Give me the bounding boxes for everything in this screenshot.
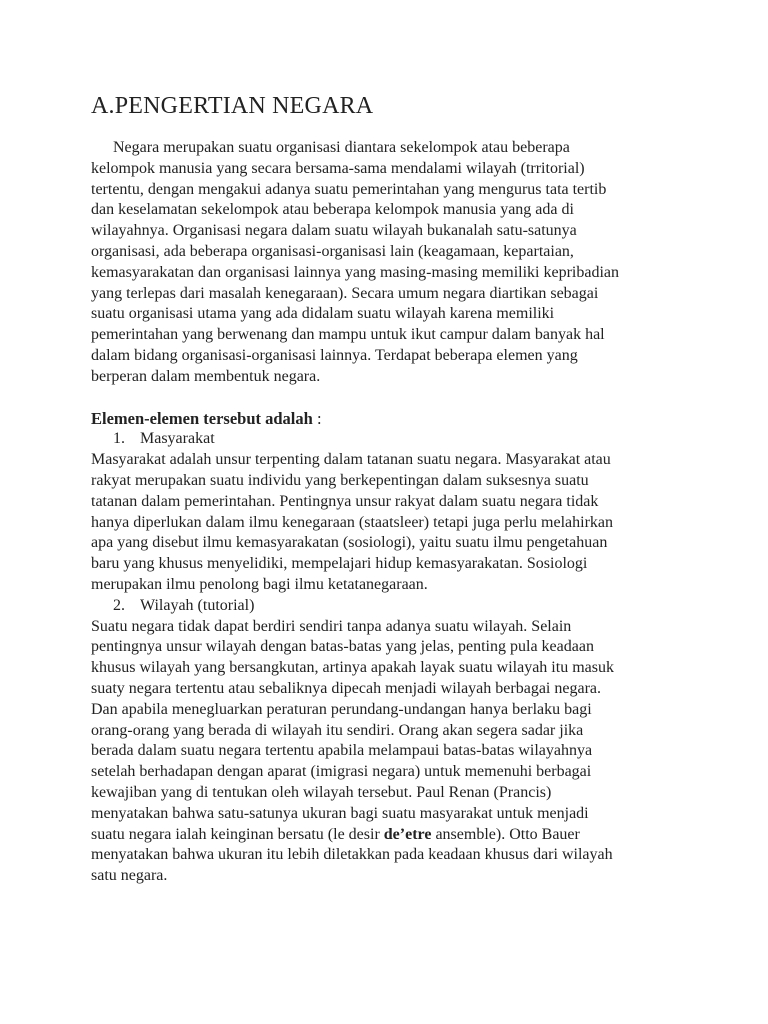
- text-line: satu negara.: [91, 867, 168, 885]
- text-line-mixed: [91, 825, 691, 846]
- text-segment: suatu negara ialah keinginan bersatu (le desir: [91, 825, 384, 843]
- text-line: tertentu, dengan mengakui adanya suatu pemerintahan yang mengurus tata tertib: [91, 180, 607, 198]
- text-line: wilayahnya. Organisasi negara dalam suatu wilayah bukanalah satu-satunya: [91, 222, 577, 240]
- text-line: Masyarakat adalah unsur terpenting dalam tatanan suatu negara. Masyarakat atau: [91, 451, 611, 469]
- text-line: organisasi, ada beberapa organisasi-organisasi lain (keagamaan, kepartaian,: [91, 242, 574, 260]
- list-label: Masyarakat: [140, 430, 215, 448]
- list-item-wilayah: [91, 596, 691, 617]
- list-number: 1.: [113, 430, 125, 448]
- wilayah-paragraph: [91, 617, 691, 887]
- text-line: menyatakan bahwa ukuran itu lebih diletakkan pada keadaan khusus dari wilayah: [91, 846, 613, 864]
- elements-heading: [91, 409, 691, 430]
- text-line: kelompok manusia yang secara bersama-sama mendalami wilayah (trritorial): [91, 159, 585, 177]
- text-line: Dan apabila menegluarkan peraturan perundang-undangan hanya berlaku bagi: [91, 700, 592, 718]
- text-line: kewajiban yang di tentukan oleh wilayah tersebut. Paul Renan (Prancis): [91, 783, 552, 801]
- text-line: Negara merupakan suatu organisasi diantara sekelompok atau beberapa: [113, 139, 570, 156]
- text-line: merupakan ilmu penolong bagi ilmu ketatanegaraan.: [91, 575, 428, 593]
- list-item-masyarakat: [91, 429, 691, 450]
- text-line: dan keselamatan sekelompok atau beberapa kelompok manusia yang ada di: [91, 201, 574, 219]
- text-line: orang-orang yang berada di wilayah itu sendiri. Orang akan segera sadar jika: [91, 721, 584, 739]
- text-line: dalam bidang organisasi-organisasi lainnya. Terdapat beberapa elemen yang: [91, 346, 578, 364]
- list-number: 2.: [113, 596, 125, 614]
- text-line: khusus wilayah yang bersangkutan, artinya apakah layak suatu wilayah itu masuk: [91, 659, 614, 677]
- text-line: setelah berhadapan dengan aparat (imigrasi negara) untuk memenuhi berbagai: [91, 763, 592, 781]
- text-line: suatu organisasi utama yang ada didalam suatu wilayah karena memiliki: [91, 305, 555, 323]
- list-label: Wilayah (tutorial): [140, 596, 255, 614]
- page-title: A.PENGERTIAN NEGARA: [91, 93, 374, 119]
- document-page: [91, 92, 691, 887]
- text-line: yang terlepas dari masalah kenegaraan). Secara umum negara diartikan sebagai: [91, 284, 599, 302]
- elements-heading-colon: :: [312, 408, 322, 428]
- intro-paragraph: [91, 138, 691, 388]
- text-line: baru yang khusus menyelidiki, mempelajari hidup kemasyarakatan. Sosiologi: [91, 555, 588, 573]
- text-line: pemerintahan yang berwenang dan mampu untuk ikut campur dalam banyak hal: [91, 326, 605, 344]
- masyarakat-paragraph: [91, 450, 691, 596]
- text-line: tatanan dalam pemerintahan. Pentingnya unsur rakyat dalam suatu negara tidak: [91, 492, 599, 510]
- text-line: menyatakan bahwa satu-satunya ukuran bagi suatu masyarakat untuk menjadi: [91, 804, 589, 822]
- text-line: berada dalam suatu negara tertentu apabila melampaui batas-batas wilayahnya: [91, 742, 593, 760]
- text-line: hanya diperlukan dalam ilmu kenegaraan (staatsleer) tetapi juga perlu melahirkan: [91, 513, 613, 531]
- text-line: apa yang disebut ilmu kemasyarakatan (sosiologi), yaitu suatu ilmu pengetahuan: [91, 534, 608, 552]
- text-line: berperan dalam membentuk negara.: [91, 367, 321, 385]
- text-line: rakyat merupakan suatu individu yang berkepentingan dalam suksesnya suatu: [91, 471, 589, 489]
- text-line: pentingnya unsur wilayah dengan batas-batas yang jelas, penting pula keadaan: [91, 638, 594, 656]
- bold-term: de’etre: [383, 825, 432, 843]
- text-segment: ansemble). Otto Bauer: [431, 825, 580, 843]
- text-line: suaty negara tertentu atau sebaliknya dipecah menjadi wilayah berbagai negara.: [91, 679, 601, 697]
- text-line: Suatu negara tidak dapat berdiri sendiri tanpa adanya suatu wilayah. Selain: [91, 617, 572, 635]
- elements-heading-bold: Elemen-elemen tersebut adalah: [91, 408, 313, 428]
- text-line: kemasyarakatan dan organisasi lainnya yang masing-masing memiliki kepribadian: [91, 263, 619, 281]
